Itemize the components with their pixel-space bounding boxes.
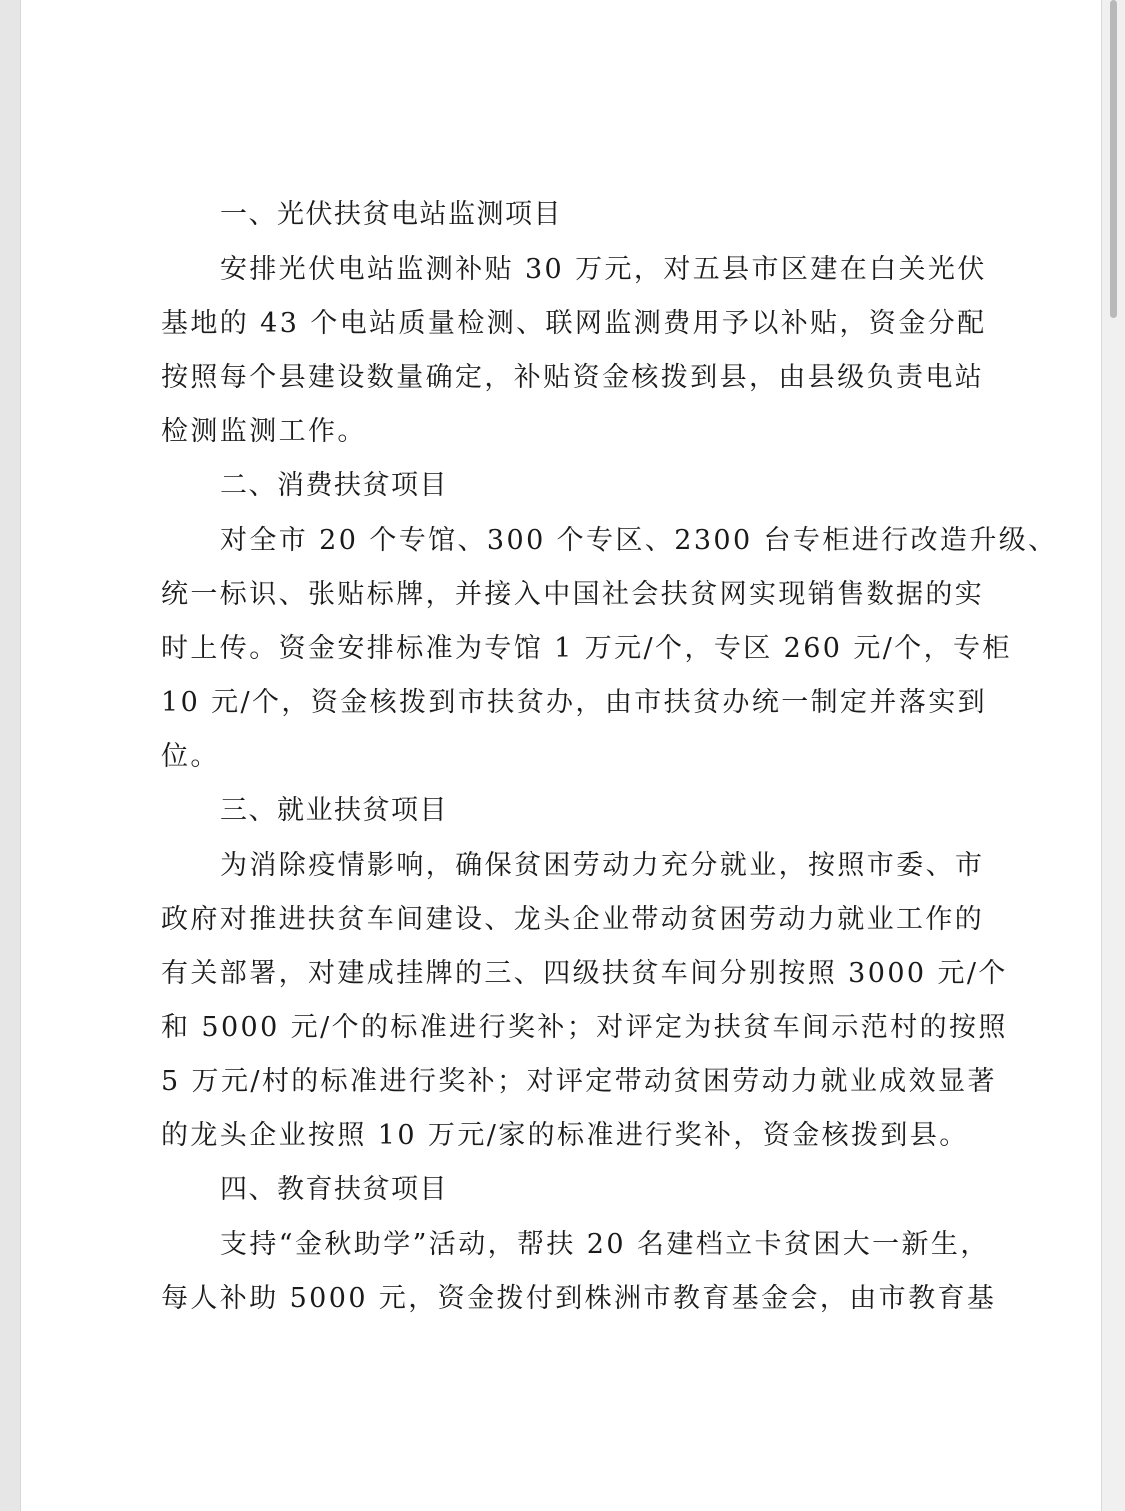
vertical-scrollbar[interactable] [1102, 0, 1125, 1511]
section-2-heading: 二、消费扶贫项目 [220, 470, 448, 501]
section-2-line-2: 统一标识、张贴标牌，并接入中国社会扶贫网实现销售数据的实 [161, 579, 985, 610]
section-2-line-1: 对全市 20 个专馆、300 个专区、2300 台专柜进行改造升级、 [220, 525, 1058, 556]
section-3-heading: 三、就业扶贫项目 [220, 795, 448, 826]
section-1-heading: 一、光伏扶贫电站监测项目 [220, 199, 562, 230]
section-1-line-3: 按照每个县建设数量确定，补贴资金核拨到县，由县级负责电站 [161, 362, 985, 393]
section-3-line-4: 和 5000 元/个的标准进行奖补；对评定为扶贫车间示范村的按照 [161, 1012, 1008, 1043]
section-1-line-2: 基地的 43 个电站质量检测、联网监测费用予以补贴，资金分配 [161, 308, 987, 339]
section-4-heading: 四、教育扶贫项目 [220, 1174, 448, 1205]
section-3-line-6: 的龙头企业按照 10 万元/家的标准进行奖补，资金核拨到县。 [161, 1120, 969, 1151]
section-4-line-1: 支持“金秋助学”活动，帮扶 20 名建档立卡贫困大一新生， [220, 1229, 990, 1260]
scrollbar-thumb[interactable] [1110, 0, 1117, 318]
section-3-line-5: 5 万元/村的标准进行奖补；对评定带动贫困劳动力就业成效显著 [161, 1066, 997, 1097]
section-3-line-1: 为消除疫情影响，确保贫困劳动力充分就业，按照市委、市 [220, 850, 985, 881]
section-2-line-4: 10 元/个，资金核拨到市扶贫办，由市扶贫办统一制定并落实到 [161, 687, 988, 718]
section-2-line-3: 时上传。资金安排标准为专馆 1 万元/个，专区 260 元/个，专柜 [161, 633, 1012, 664]
section-3-line-3: 有关部署，对建成挂牌的三、四级扶贫车间分别按照 3000 元/个 [161, 958, 1008, 989]
section-1-line-4: 检测监测工作。 [161, 416, 367, 447]
section-2-line-5: 位。 [161, 741, 220, 772]
document-page [20, 0, 1102, 1511]
left-gutter [0, 0, 20, 1511]
section-4-line-2: 每人补助 5000 元，资金拨付到株洲市教育基金会，由市教育基 [161, 1283, 997, 1314]
section-1-line-1: 安排光伏电站监测补贴 30 万元，对五县市区建在白关光伏 [220, 254, 987, 285]
section-3-line-2: 政府对推进扶贫车间建设、龙头企业带动贫困劳动力就业工作的 [161, 904, 985, 935]
